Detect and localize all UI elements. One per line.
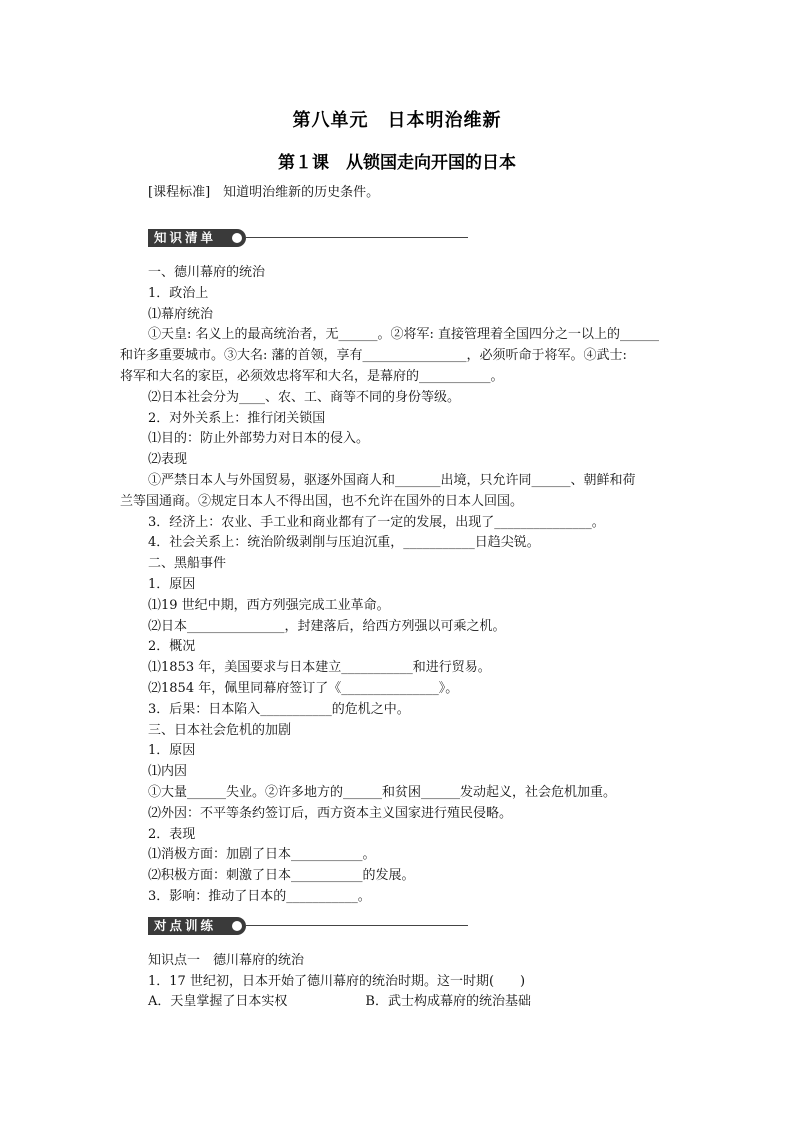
bullet-dot-icon — [232, 233, 242, 243]
text-line: ⑵积极方面：刺激了日本___________的发展。 — [148, 868, 415, 883]
divider-line — [246, 237, 468, 238]
unit-title: 第八单元 日本明治维新 — [292, 110, 502, 131]
text-line: 4．社会关系上：统治阶级剥削与压迫沉重，___________日趋尖锐。 — [148, 535, 540, 550]
text-line: 一、德川幕府的统治 — [148, 265, 266, 280]
text-line: 将军和大名的家臣，必须效忠将军和大名，是幕府的___________。 — [120, 369, 504, 384]
text-line: 1．原因 — [148, 577, 196, 592]
divider-line — [246, 925, 468, 926]
section-header-knowledge — [148, 229, 468, 247]
text-line: 2．概况 — [148, 639, 196, 654]
text-line: ⑵1854 年，佩里同幕府签订了《_______________》。 — [148, 681, 459, 696]
text-line: 2．对外关系上：推行闭关锁国 — [148, 411, 326, 426]
text-line: ⑵表现 — [148, 452, 188, 467]
text-line: ⑴内因 — [148, 764, 188, 779]
text-line: ①严禁日本人与外国贸易，驱逐外国商人和_______出境，只允许同______、朝鲜和荷 — [148, 473, 636, 488]
text-line: ⑴19 世纪中期，西方列强完成工业革命。 — [148, 598, 390, 613]
text-line: 3．影响：推动了日本的___________。 — [148, 889, 371, 904]
text-line: ①天皇: 名义上的最高统治者，无______。②将军: 直接管理着全国四分之一以上的______ — [148, 327, 660, 342]
answer-options: A．天皇掌握了日本实权 B．武士构成幕府的统治基础 — [148, 994, 531, 1009]
bullet-dot-icon — [232, 921, 242, 931]
text-line: 1．政治上 — [148, 286, 209, 301]
text-line: 和许多重要城市。③大名: 藩的首领，享有________________，必须听命于将军。④武士: — [120, 348, 627, 363]
section-label: 知识清单 — [148, 229, 246, 247]
section-header-practice — [148, 917, 468, 935]
curriculum-standard: [课程标准] 知道明治维新的历史条件。 — [148, 185, 380, 200]
text-line: 2．表现 — [148, 827, 196, 842]
lesson-title: 第１课 从锁国走向开国的日本 — [278, 153, 516, 173]
text-line: 1．原因 — [148, 743, 196, 758]
text-line: ⑵日本社会分为____、农、工、商等不同的身份等级。 — [148, 390, 461, 405]
text-line: 3．经济上：农业、手工业和商业都有了一定的发展，出现了_______________。 — [148, 515, 605, 530]
text-line: ⑵外因：不平等条约签订后，西方资本主义国家进行殖民侵略。 — [148, 806, 513, 821]
text-line: ⑵日本_______________，封建落后，给西方列强以可乘之机。 — [148, 619, 506, 634]
text-line: 二、黑船事件 — [148, 556, 227, 571]
text-line: 三、日本社会危机的加剧 — [148, 723, 292, 738]
text-line: ⑴目的：防止外部势力对日本的侵入。 — [148, 431, 370, 446]
text-line: ①大量______失业。②许多地方的______和贫困______发动起义，社会危机加重。 — [148, 785, 617, 800]
text-line: ⑴1853 年，美国要求与日本建立___________和进行贸易。 — [148, 660, 491, 675]
text-line: ⑴消极方面：加剧了日本___________。 — [148, 847, 376, 862]
text-line: 3．后果：日本陷入___________的危机之中。 — [148, 702, 410, 717]
section-label: 对点训练 — [148, 917, 246, 935]
question-stem: 1．17 世纪初，日本开始了德川幕府的统治时期。这一时期( ) — [148, 974, 526, 989]
text-line: 知识点一 德川幕府的统治 — [148, 953, 305, 968]
text-line: 兰等国通商。②规定日本人不得出国，也不允许在国外的日本人回国。 — [120, 494, 524, 509]
text-line: ⑴幕府统治 — [148, 307, 214, 322]
